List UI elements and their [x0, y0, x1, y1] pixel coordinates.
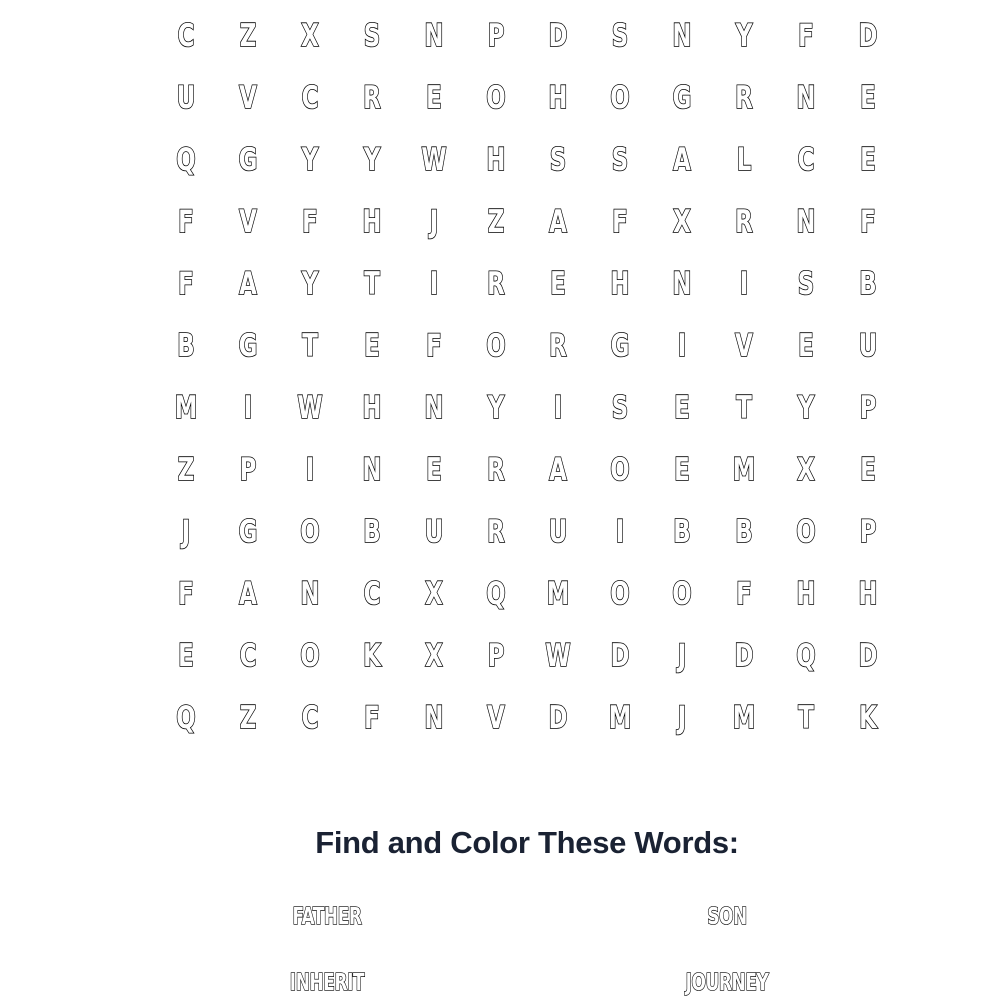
grid-letter: A	[239, 576, 257, 612]
grid-letter: O	[486, 328, 506, 364]
grid-letter: T	[302, 328, 318, 364]
grid-letter: W	[421, 142, 447, 178]
grid-letter: N	[672, 266, 692, 302]
grid-letter: I	[553, 390, 563, 426]
grid-letter: X	[425, 638, 443, 674]
grid-letter: D	[610, 638, 630, 674]
grid-letter: R	[549, 328, 567, 364]
grid-letter: T	[736, 390, 752, 426]
grid-letter: Z	[239, 700, 257, 736]
grid-letter: A	[239, 266, 257, 302]
grid-letter: X	[673, 204, 691, 240]
grid-letter: C	[301, 700, 319, 736]
grid-letter: F	[860, 204, 876, 240]
grid-letter: Y	[487, 390, 505, 426]
grid-letter: N	[796, 204, 816, 240]
grid-letter: E	[674, 452, 690, 488]
grid-letter: K	[859, 700, 877, 736]
grid-letter: U	[858, 328, 878, 364]
grid-letter: W	[545, 638, 571, 674]
grid-letter: U	[548, 514, 568, 550]
grid-letter: I	[429, 266, 439, 302]
grid-letter: C	[301, 80, 319, 116]
grid-letter: C	[363, 576, 381, 612]
grid-letter: G	[672, 80, 692, 116]
grid-letter: V	[735, 328, 753, 364]
grid-letter: O	[610, 576, 630, 612]
grid-letter: S	[549, 142, 567, 178]
grid-letter: Y	[735, 18, 753, 54]
grid-letter: I	[677, 328, 687, 364]
grid-letter: H	[362, 204, 382, 240]
grid-letter: M	[174, 390, 198, 426]
grid-letter: R	[487, 266, 505, 302]
grid-letter: D	[858, 638, 878, 674]
grid-letter: F	[426, 328, 442, 364]
word-list-item: SON	[707, 904, 747, 930]
grid-letter: H	[610, 266, 630, 302]
grid-letter: A	[549, 204, 567, 240]
grid-letter: D	[548, 700, 568, 736]
grid-letter: V	[487, 700, 505, 736]
grid-letter: S	[611, 142, 629, 178]
grid-letter: Z	[239, 18, 257, 54]
grid-letter: P	[487, 638, 505, 674]
grid-letter: E	[798, 328, 814, 364]
grid-letter: P	[859, 514, 877, 550]
grid-letter: P	[487, 18, 505, 54]
grid-letter: H	[858, 576, 878, 612]
grid-letter: Q	[176, 700, 196, 736]
grid-letter: B	[177, 328, 195, 364]
grid-letter: X	[797, 452, 815, 488]
grid-letter: X	[425, 576, 443, 612]
grid-letter: H	[486, 142, 506, 178]
grid-letter: E	[426, 452, 442, 488]
grid-letter: Z	[487, 204, 505, 240]
letter-grid	[155, 5, 899, 749]
grid-letter: V	[239, 204, 257, 240]
grid-letter: U	[424, 514, 444, 550]
grid-letter: N	[424, 18, 444, 54]
grid-letter: V	[239, 80, 257, 116]
grid-letter: J	[429, 204, 439, 240]
grid-letter: F	[178, 266, 194, 302]
grid-letter: U	[176, 80, 196, 116]
grid-letter: I	[305, 452, 315, 488]
grid-letter: M	[732, 452, 756, 488]
grid-letter: F	[178, 576, 194, 612]
grid-letter: G	[238, 514, 258, 550]
grid-letter: H	[548, 80, 568, 116]
word-list-heading: Find and Color These Words:	[315, 825, 739, 860]
grid-letter: R	[487, 452, 505, 488]
grid-letter: R	[735, 80, 753, 116]
grid-letter: G	[610, 328, 630, 364]
grid-letter: B	[673, 514, 691, 550]
grid-letter: P	[239, 452, 257, 488]
grid-letter: A	[549, 452, 567, 488]
grid-letter: Q	[486, 576, 506, 612]
grid-letter: R	[363, 80, 381, 116]
grid-letter: E	[550, 266, 566, 302]
grid-letter: N	[672, 18, 692, 54]
grid-letter: N	[424, 390, 444, 426]
grid-letter: X	[301, 18, 319, 54]
grid-letter: B	[859, 266, 877, 302]
grid-letter: O	[610, 452, 630, 488]
grid-letter: D	[858, 18, 878, 54]
grid-letter: L	[736, 142, 752, 178]
grid-letter: Q	[176, 142, 196, 178]
grid-letter: R	[487, 514, 505, 550]
grid-letter: Q	[796, 638, 816, 674]
grid-letter: E	[860, 142, 876, 178]
grid-letter: I	[615, 514, 625, 550]
grid-letter: W	[297, 390, 323, 426]
grid-letter: D	[548, 18, 568, 54]
grid-letter: C	[797, 142, 815, 178]
grid-letter: O	[796, 514, 816, 550]
grid-letter: N	[300, 576, 320, 612]
grid-letter: B	[363, 514, 381, 550]
grid-letter: G	[238, 142, 258, 178]
grid-letter: F	[798, 18, 814, 54]
grid-letter: A	[673, 142, 691, 178]
grid-letter: R	[735, 204, 753, 240]
grid-letter: T	[798, 700, 814, 736]
grid-letter: M	[608, 700, 632, 736]
grid-letter: F	[612, 204, 628, 240]
grid-letter: J	[181, 514, 191, 550]
grid-letter: N	[796, 80, 816, 116]
grid-letter: S	[611, 390, 629, 426]
grid-letter: N	[424, 700, 444, 736]
grid-letter: F	[736, 576, 752, 612]
grid-letter: F	[178, 204, 194, 240]
grid-letter: M	[546, 576, 570, 612]
grid-letter: M	[732, 700, 756, 736]
grid-letter: Y	[301, 142, 319, 178]
grid-letter: E	[860, 80, 876, 116]
grid-letter: O	[672, 576, 692, 612]
grid-letter: Y	[301, 266, 319, 302]
grid-letter: C	[239, 638, 257, 674]
grid-letter: G	[238, 328, 258, 364]
grid-letter: S	[611, 18, 629, 54]
grid-letter: B	[735, 514, 753, 550]
grid-letter: Y	[797, 390, 815, 426]
grid-letter: S	[363, 18, 381, 54]
grid-letter: H	[362, 390, 382, 426]
grid-letter: J	[677, 638, 687, 674]
grid-letter: Y	[363, 142, 381, 178]
grid-letter: O	[300, 638, 320, 674]
grid-letter: O	[610, 80, 630, 116]
grid-letter: O	[300, 514, 320, 550]
word-list-item: FATHER	[292, 904, 362, 930]
grid-letter: O	[486, 80, 506, 116]
grid-letter: I	[243, 390, 253, 426]
grid-letter: J	[677, 700, 687, 736]
word-list-item: INHERIT	[289, 970, 365, 996]
grid-letter: C	[177, 18, 195, 54]
grid-letter: E	[860, 452, 876, 488]
grid-letter: N	[362, 452, 382, 488]
grid-letter: Z	[177, 452, 195, 488]
grid-letter: E	[674, 390, 690, 426]
grid-letter: F	[364, 700, 380, 736]
grid-letter: D	[734, 638, 754, 674]
grid-letter: E	[426, 80, 442, 116]
grid-letter: H	[796, 576, 816, 612]
grid-letter: T	[364, 266, 380, 302]
word-list-item: JOURNEY	[685, 970, 769, 996]
grid-letter: E	[364, 328, 380, 364]
grid-letter: P	[859, 390, 877, 426]
grid-letter: E	[178, 638, 194, 674]
grid-letter: F	[302, 204, 318, 240]
grid-letter: S	[797, 266, 815, 302]
grid-letter: K	[363, 638, 381, 674]
grid-letter: I	[739, 266, 749, 302]
